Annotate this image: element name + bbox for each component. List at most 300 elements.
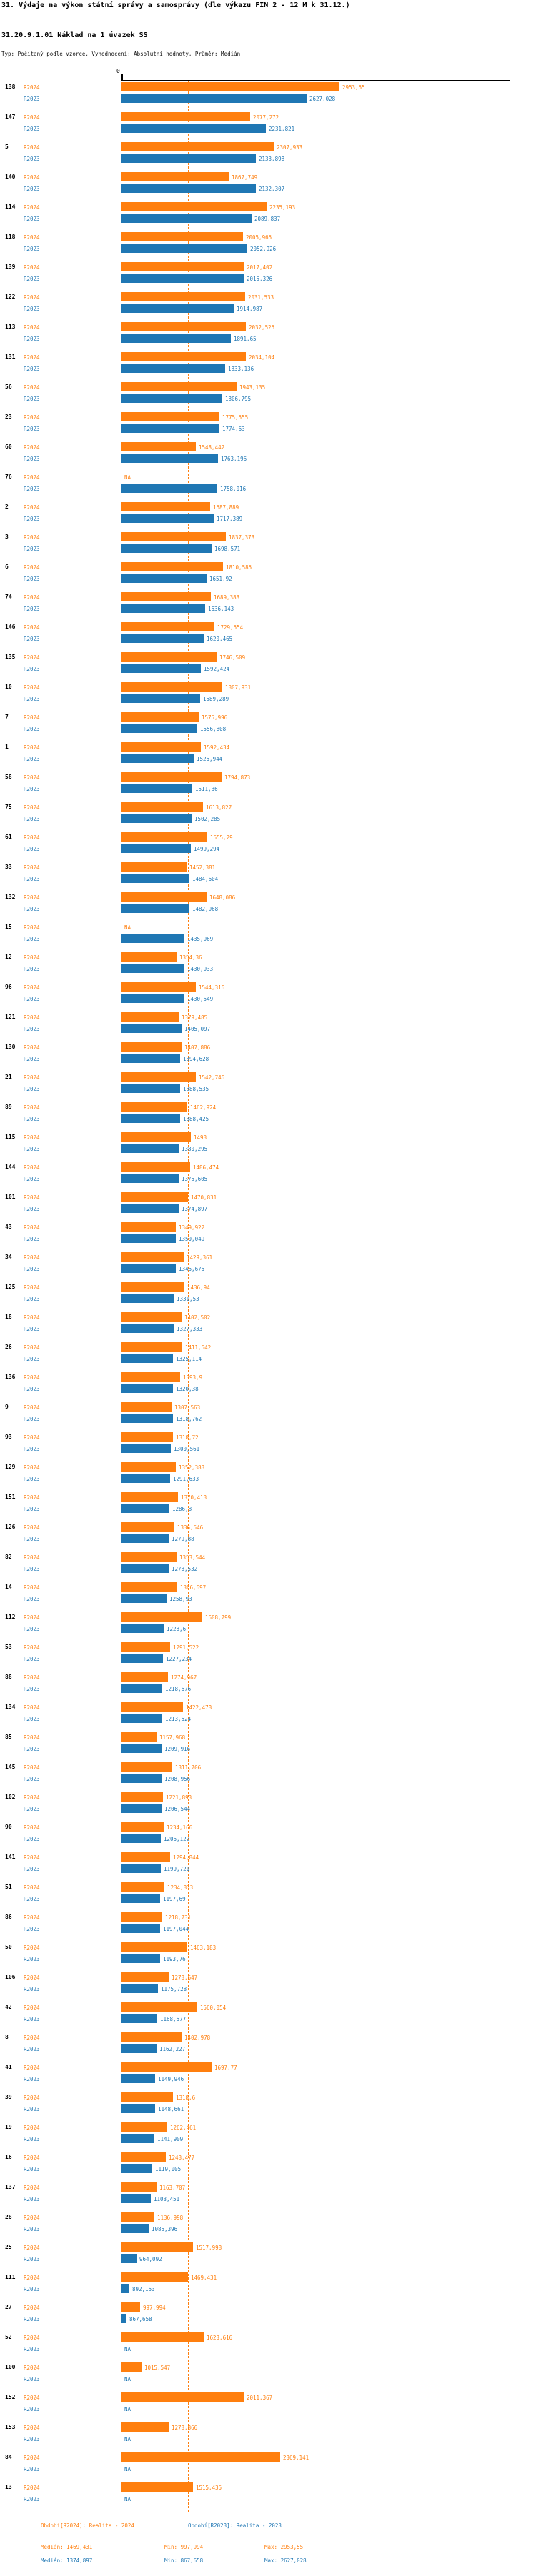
row-id-label: 115 [5, 1134, 16, 1140]
series-label-r2023: R2023 [24, 845, 40, 852]
series-label-r2023: R2023 [24, 2015, 40, 2022]
bar-group [0, 1552, 536, 1582]
series-label-r2024: R2024 [24, 774, 40, 781]
series-label-r2024: R2024 [24, 1644, 40, 1651]
bar-r2023 [121, 1624, 164, 1633]
bar-value-r2024: 1867,749 [232, 174, 258, 181]
series-label-r2023: R2023 [24, 2315, 40, 2322]
series-label-r2023: R2023 [24, 455, 40, 462]
bar-r2024 [121, 1732, 157, 1742]
series-label-r2024: R2024 [24, 1374, 40, 1381]
bar-value-r2023: 1168,577 [160, 2015, 187, 2022]
row-id-label: 56 [5, 384, 12, 390]
series-label-r2024: R2024 [24, 2184, 40, 2191]
bar-r2024 [121, 862, 187, 872]
row-id-label: 76 [5, 474, 12, 480]
row-id-label: 58 [5, 774, 12, 780]
bar-value-r2024: 2005,965 [246, 234, 272, 241]
bar-value-r2024: 1370,413 [181, 1494, 207, 1501]
bar-r2023 [121, 454, 218, 463]
row-id-label: 140 [5, 174, 16, 180]
bar-group [0, 1822, 536, 1852]
row-id-label: 9 [5, 1404, 9, 1410]
row-id-label: 3 [5, 534, 9, 540]
series-label-r2023: R2023 [24, 1145, 40, 1152]
bar-group [0, 142, 536, 172]
bar-value-r2023: 1213,524 [165, 1715, 192, 1722]
bar-r2024 [121, 2482, 193, 2492]
row-id-label: 112 [5, 1614, 16, 1620]
series-label-r2023: R2023 [24, 1895, 40, 1902]
bar-r2024 [121, 2212, 154, 2222]
bar-value-r2023: 1499,294 [194, 845, 220, 852]
series-label-r2023: R2023 [24, 155, 40, 162]
bar-group [0, 1402, 536, 1432]
row-id-label: 136 [5, 1374, 16, 1380]
bar-r2023 [121, 844, 191, 853]
bar-r2024 [121, 2332, 204, 2342]
series-label-r2023: R2023 [24, 1115, 40, 1122]
series-label-r2023: R2023 [24, 605, 40, 612]
bar-r2024 [121, 1252, 184, 1262]
bar-value-r2024: NA [124, 474, 131, 481]
bar-r2023 [121, 1144, 179, 1153]
row-id-label: 137 [5, 2184, 16, 2190]
bar-value-r2023: 1698,571 [214, 545, 241, 552]
bar-r2023 [121, 1534, 169, 1543]
bar-value-r2023: 1636,143 [208, 605, 234, 612]
row-id-label: 52 [5, 2334, 12, 2340]
series-label-r2023: R2023 [24, 2225, 40, 2232]
bar-r2023 [121, 2044, 157, 2053]
bar-value-r2024: 1548,442 [199, 444, 225, 451]
bar-value-r2023: 1327,333 [177, 1325, 203, 1332]
row-id-label: 126 [5, 1524, 16, 1530]
series-label-r2023: R2023 [24, 1685, 40, 1692]
bar-group [0, 1672, 536, 1702]
bar-value-r2023: 1394,628 [183, 1055, 209, 1062]
series-label-r2023: R2023 [24, 965, 40, 972]
series-label-r2024: R2024 [24, 804, 40, 811]
row-id-label: 111 [5, 2274, 16, 2280]
bar-group [0, 2332, 536, 2362]
bar-r2024 [121, 2152, 166, 2162]
bar-r2024 [121, 502, 210, 511]
series-label-r2024: R2024 [24, 114, 40, 121]
bar-r2024 [121, 2122, 167, 2132]
bar-r2023 [121, 2014, 157, 2023]
row-id-label: 60 [5, 444, 12, 450]
bar-r2024 [121, 652, 217, 662]
bar-r2024 [121, 202, 267, 211]
bar-value-r2023: 1175,728 [161, 1985, 187, 1992]
bar-value-r2023: 1374,897 [182, 1205, 208, 1212]
series-label-r2024: R2024 [24, 2244, 40, 2251]
bar-r2024 [121, 1102, 187, 1112]
bar-value-r2024: 1462,924 [190, 1104, 217, 1111]
bar-value-r2024: 1837,373 [229, 534, 255, 541]
row-id-label: 106 [5, 1974, 16, 1980]
bar-r2023 [121, 214, 252, 223]
bar-value-r2023: 1717,389 [217, 515, 243, 522]
bar-value-r2024: 1429,361 [187, 1254, 213, 1261]
series-label-r2023: R2023 [24, 1745, 40, 1752]
row-id-label: 33 [5, 864, 12, 870]
bar-r2023 [121, 364, 225, 373]
bar-r2023 [121, 1054, 180, 1063]
series-label-r2024: R2024 [24, 1134, 40, 1141]
row-id-label: 28 [5, 2214, 12, 2220]
bar-r2023 [121, 604, 205, 613]
bar-group [0, 802, 536, 832]
series-label-r2024: R2024 [24, 984, 40, 991]
bar-group [0, 382, 536, 412]
bar-r2023 [121, 2104, 155, 2113]
bar-r2024 [121, 1132, 191, 1142]
row-id-label: 5 [5, 144, 9, 150]
bar-r2023 [121, 1234, 176, 1243]
series-label-r2024: R2024 [24, 264, 40, 271]
series-label-r2023: R2023 [24, 1325, 40, 1332]
bar-value-r2023: 1300,561 [174, 1445, 200, 1452]
bar-r2024 [121, 1012, 179, 1022]
bar-value-r2023: NA [124, 2465, 131, 2472]
bar-r2023 [121, 1474, 170, 1483]
row-id-label: 16 [5, 2154, 12, 2160]
row-id-label: 53 [5, 1644, 12, 1650]
bar-value-r2024: 1422,478 [186, 1704, 212, 1711]
bar-value-r2024: 2307,933 [277, 144, 303, 151]
row-id-label: 13 [5, 2484, 12, 2490]
bar-value-r2023: 2052,926 [250, 245, 277, 252]
bar-value-r2024: 1807,931 [225, 684, 252, 691]
bar-value-r2024: 1407,886 [184, 1044, 211, 1051]
bar-value-r2024: 1393,9 [183, 1374, 203, 1381]
bar-group [0, 2122, 536, 2152]
bar-value-r2024: 1452,381 [189, 864, 216, 871]
bar-r2024 [121, 682, 222, 692]
bar-r2024 [121, 832, 207, 842]
bar-value-r2023: 2015,326 [247, 275, 273, 282]
bar-group [0, 2482, 536, 2512]
bar-group [0, 952, 536, 982]
series-label-r2024: R2024 [24, 1224, 40, 1231]
bar-group [0, 112, 536, 142]
bar-group [0, 1132, 536, 1162]
series-label-r2023: R2023 [24, 1205, 40, 1212]
bar-r2023 [121, 1384, 173, 1393]
bar-r2024 [121, 1312, 182, 1322]
bar-value-r2023: 1325,114 [176, 1355, 202, 1362]
row-id-label: 75 [5, 804, 12, 810]
bar-group [0, 1342, 536, 1372]
chart-area [0, 82, 536, 2525]
bar-group [0, 1612, 536, 1642]
series-label-r2023: R2023 [24, 1235, 40, 1242]
bar-r2024 [121, 1042, 182, 1052]
row-id-label: 50 [5, 1944, 12, 1950]
bar-r2023 [121, 1114, 180, 1123]
series-label-r2024: R2024 [24, 354, 40, 361]
series-label-r2024: R2024 [24, 1914, 40, 1921]
bar-r2024 [121, 2392, 244, 2402]
series-label-r2024: R2024 [24, 2304, 40, 2311]
series-label-r2023: R2023 [24, 95, 40, 102]
bar-r2023 [121, 424, 219, 433]
row-id-label: 145 [5, 1764, 16, 1770]
bar-value-r2023: 1589,289 [203, 695, 229, 702]
series-label-r2024: R2024 [24, 714, 40, 721]
series-label-r2023: R2023 [24, 185, 40, 192]
row-id-label: 18 [5, 1314, 12, 1320]
series-label-r2023: R2023 [24, 1595, 40, 1602]
bar-value-r2023: 1526,944 [197, 755, 223, 762]
bar-value-r2024: 1469,431 [191, 2274, 217, 2281]
bar-group [0, 472, 536, 502]
series-label-r2023: R2023 [24, 215, 40, 222]
bar-value-r2023: 1193,76 [163, 1955, 186, 1962]
bar-value-r2023: 1482,968 [192, 905, 219, 912]
bar-r2023 [121, 94, 307, 103]
bar-r2024 [121, 442, 196, 451]
series-label-r2023: R2023 [24, 515, 40, 522]
legend-median-r2023: Medián: 1374,897 [41, 2557, 93, 2564]
bar-value-r2024: 1623,616 [207, 2334, 233, 2341]
bar-value-r2023: 2627,028 [309, 95, 336, 102]
series-label-r2024: R2024 [24, 1104, 40, 1111]
series-label-r2023: R2023 [24, 875, 40, 882]
bar-group [0, 2002, 536, 2032]
series-label-r2024: R2024 [24, 2274, 40, 2281]
series-label-r2023: R2023 [24, 1175, 40, 1182]
bar-value-r2023: 1162,227 [159, 2045, 186, 2052]
bar-group [0, 1432, 536, 1462]
bar-group [0, 1282, 536, 1312]
series-label-r2024: R2024 [24, 1884, 40, 1891]
bar-value-r2023: 1209,916 [164, 1745, 191, 1752]
bar-r2023 [121, 1924, 160, 1933]
series-label-r2023: R2023 [24, 2135, 40, 2142]
bar-value-r2023: 1435,969 [187, 935, 214, 942]
bar-r2023 [121, 1804, 162, 1813]
series-label-r2024: R2024 [24, 1044, 40, 1051]
row-id-label: 1 [5, 744, 9, 750]
bar-group [0, 982, 536, 1012]
bar-r2024 [121, 742, 201, 752]
bar-r2024 [121, 1672, 168, 1682]
bar-r2023 [121, 1354, 173, 1363]
row-id-label: 51 [5, 1884, 12, 1890]
series-label-r2024: R2024 [24, 1974, 40, 1981]
bar-value-r2023: 1556,808 [200, 725, 227, 732]
bar-r2023 [121, 1774, 162, 1783]
bar-r2023 [121, 334, 231, 343]
bar-r2023 [121, 1564, 169, 1573]
series-label-r2024: R2024 [24, 954, 40, 961]
bar-r2023 [121, 2314, 126, 2323]
bar-r2023 [121, 664, 201, 673]
bar-value-r2023: 1228,6 [167, 1625, 187, 1632]
bar-group [0, 2212, 536, 2242]
bar-group [0, 1792, 536, 1822]
series-label-r2023: R2023 [24, 305, 40, 312]
row-id-label: 100 [5, 2364, 16, 2370]
bar-group [0, 1102, 536, 1132]
bar-value-r2023: 2133,898 [259, 155, 285, 162]
series-label-r2023: R2023 [24, 1955, 40, 1962]
legend-max-r2024: Max: 2953,55 [264, 2544, 304, 2550]
row-id-label: 96 [5, 984, 12, 990]
bar-value-r2024: 1560,054 [200, 2004, 227, 2011]
legend-median-r2024: Medián: 1469,431 [41, 2544, 93, 2550]
bar-r2024 [121, 2362, 142, 2372]
series-label-r2024: R2024 [24, 504, 40, 511]
bar-r2024 [121, 112, 250, 121]
series-label-r2023: R2023 [24, 1625, 40, 1632]
series-label-r2023: R2023 [24, 2495, 40, 2502]
series-label-r2023: R2023 [24, 1865, 40, 1872]
series-label-r2023: R2023 [24, 755, 40, 762]
series-label-r2024: R2024 [24, 1704, 40, 1711]
bar-value-r2024: 1353,544 [179, 1554, 206, 1561]
bar-group [0, 832, 536, 862]
bar-value-r2024: NA [124, 924, 131, 931]
bar-value-r2023: NA [124, 2495, 131, 2502]
series-label-r2023: R2023 [24, 2345, 40, 2352]
series-label-r2024: R2024 [24, 2154, 40, 2161]
bar-r2024 [121, 622, 214, 631]
bar-group [0, 652, 536, 682]
bar-value-r2023: 1279,88 [172, 1535, 194, 1542]
bar-value-r2023: 1218,676 [165, 1685, 192, 1692]
bar-r2023 [121, 1324, 174, 1333]
bar-group [0, 2452, 536, 2482]
series-label-r2023: R2023 [24, 2465, 40, 2472]
bar-r2023 [121, 574, 207, 583]
bar-group [0, 2062, 536, 2092]
series-label-r2024: R2024 [24, 234, 40, 241]
bar-value-r2023: 1806,795 [225, 395, 252, 402]
bar-group [0, 1042, 536, 1072]
series-label-r2024: R2024 [24, 474, 40, 481]
bar-value-r2024: 1689,383 [214, 594, 240, 601]
series-label-r2024: R2024 [24, 2094, 40, 2101]
series-label-r2024: R2024 [24, 654, 40, 661]
bar-r2024 [121, 262, 244, 271]
bar-value-r2023: 1258,93 [169, 1595, 192, 1602]
bar-r2024 [121, 1612, 202, 1622]
series-label-r2024: R2024 [24, 2454, 40, 2461]
bar-r2024 [121, 142, 274, 151]
series-label-r2024: R2024 [24, 594, 40, 601]
bar-r2024 [121, 1642, 170, 1652]
bar-value-r2023: 1286,8 [172, 1505, 192, 1512]
bar-group [0, 1222, 536, 1252]
bar-value-r2024: 1697,77 [214, 2064, 237, 2071]
bar-value-r2024: 1613,827 [206, 804, 232, 811]
bar-r2023 [121, 814, 192, 823]
series-label-r2024: R2024 [24, 2394, 40, 2401]
bar-r2024 [121, 2272, 188, 2282]
row-id-label: 43 [5, 1224, 12, 1230]
series-label-r2024: R2024 [24, 894, 40, 901]
bar-r2024 [121, 1792, 163, 1802]
bar-r2023 [121, 1174, 179, 1183]
series-label-r2023: R2023 [24, 1295, 40, 1302]
bar-value-r2024: 1278,866 [172, 2424, 198, 2431]
axis-tick [121, 74, 123, 80]
bar-r2023 [121, 2194, 151, 2203]
bar-value-r2023: 1511,36 [195, 785, 218, 792]
row-id-label: 15 [5, 924, 12, 930]
bar-value-r2023: 1380,295 [182, 1145, 208, 1152]
bar-r2023 [121, 724, 197, 733]
bar-value-r2023: 1774,63 [222, 425, 245, 432]
bar-r2023 [121, 2134, 154, 2143]
bar-value-r2024: 1746,509 [219, 654, 246, 661]
bar-value-r2024: 1294,844 [173, 1854, 199, 1861]
bar-r2024 [121, 352, 246, 361]
bar-group [0, 1372, 536, 1402]
bar-group [0, 1462, 536, 1492]
bar-value-r2024: 2034,104 [249, 354, 275, 361]
bar-group [0, 922, 536, 952]
bar-r2023 [121, 784, 192, 793]
bar-r2023 [121, 1264, 176, 1273]
bar-r2023 [121, 964, 184, 973]
bar-value-r2023: 892,153 [132, 2285, 155, 2292]
bar-value-r2024: 1943,135 [239, 384, 266, 391]
series-label-r2024: R2024 [24, 1674, 40, 1681]
bar-r2023 [121, 1204, 179, 1213]
bar-r2024 [121, 1492, 178, 1502]
bar-r2024 [121, 2092, 173, 2102]
bar-value-r2024: 1015,547 [144, 2364, 171, 2371]
bar-value-r2024: 1794,873 [224, 774, 251, 781]
bar-value-r2024: 1608,799 [205, 1614, 232, 1621]
series-label-r2024: R2024 [24, 864, 40, 871]
bar-group [0, 322, 536, 352]
series-label-r2024: R2024 [24, 2424, 40, 2431]
bar-value-r2023: 1278,532 [172, 1565, 198, 1572]
bar-r2024 [121, 1762, 172, 1772]
bar-value-r2023: 1103,451 [154, 2195, 180, 2202]
series-label-r2024: R2024 [24, 1284, 40, 1291]
bar-value-r2023: 1592,424 [204, 665, 230, 672]
series-label-r2024: R2024 [24, 1074, 40, 1081]
row-id-label: 121 [5, 1014, 16, 1020]
series-label-r2024: R2024 [24, 1254, 40, 1261]
bar-r2024 [121, 1282, 184, 1292]
bar-r2024 [121, 412, 219, 421]
bar-r2024 [121, 1582, 177, 1592]
bar-r2024 [121, 1942, 187, 1952]
bar-r2024 [121, 82, 339, 91]
bar-value-r2023: 1375,605 [182, 1175, 208, 1182]
bar-r2024 [121, 1402, 172, 1412]
bar-value-r2024: 1592,434 [204, 744, 230, 751]
bar-value-r2023: NA [124, 2405, 131, 2412]
bar-group [0, 772, 536, 802]
series-label-r2023: R2023 [24, 935, 40, 942]
series-label-r2023: R2023 [24, 1025, 40, 1032]
series-label-r2023: R2023 [24, 2255, 40, 2262]
bar-r2024 [121, 2452, 280, 2462]
bar-r2024 [121, 562, 223, 571]
bar-r2024 [121, 532, 226, 541]
series-label-r2024: R2024 [24, 1944, 40, 1951]
series-label-r2023: R2023 [24, 425, 40, 432]
